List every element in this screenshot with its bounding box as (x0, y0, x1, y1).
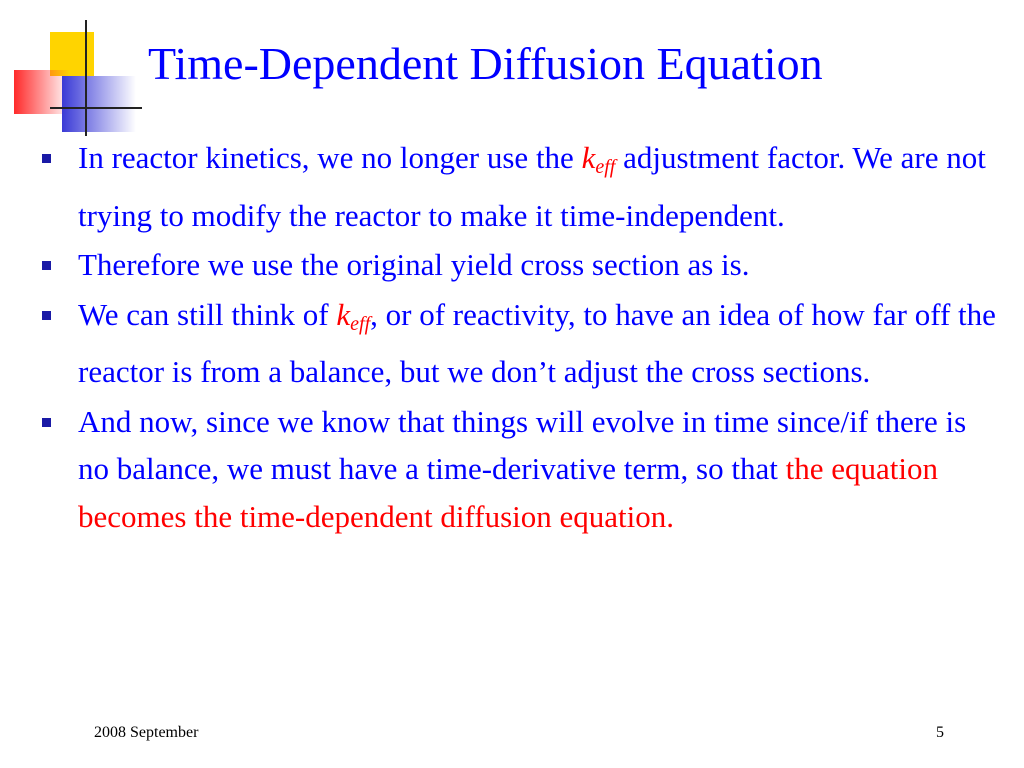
bullet-item-2 (40, 241, 1000, 289)
keff-k: k (581, 140, 596, 175)
bullet-4-highlight: the equation becomes the time-dependent diffusion equation. (78, 451, 938, 534)
footer-page-number: 5 (936, 724, 944, 741)
footer-date: 2008 September (94, 724, 199, 741)
keff-symbol (336, 296, 371, 335)
slide-title: Time-Dependent Diffusion Equation (148, 38, 823, 89)
keff-subscript: eff (350, 312, 371, 335)
bullet-item-4 (40, 398, 1000, 541)
square-bullet-icon (42, 154, 51, 163)
bullet-1-text-a: In reactor kinetics, we no longer use the (78, 140, 582, 175)
bullet-4-text-a: And now, since we know that things will evolve in time since/if there is no balance, we must have a time-derivative term, so that (78, 403, 967, 486)
square-bullet-icon (42, 418, 51, 427)
bullet-item-3 (40, 291, 1000, 396)
bullet-item-1 (40, 134, 1000, 239)
slide-logo-decoration (0, 0, 150, 150)
keff-k: k (336, 296, 351, 332)
bullet-3-text-b: , or of reactivity, to have an idea of how far off the reactor is from a balance, but we don’t adjust the cross sections. (78, 296, 996, 389)
bullet-2-text: Therefore we use the original yield cross section as is. (78, 247, 750, 282)
keff-subscript: eff (595, 156, 616, 178)
bullet-list (40, 134, 1000, 542)
square-bullet-icon (42, 261, 51, 270)
bullet-1-text-b: adjustment factor. We are not trying to modify the reactor to make it time-independent. (78, 140, 986, 233)
keff-symbol (581, 140, 616, 178)
bullet-3-text-a: We can still think of (78, 296, 337, 332)
square-bullet-icon (42, 311, 51, 320)
